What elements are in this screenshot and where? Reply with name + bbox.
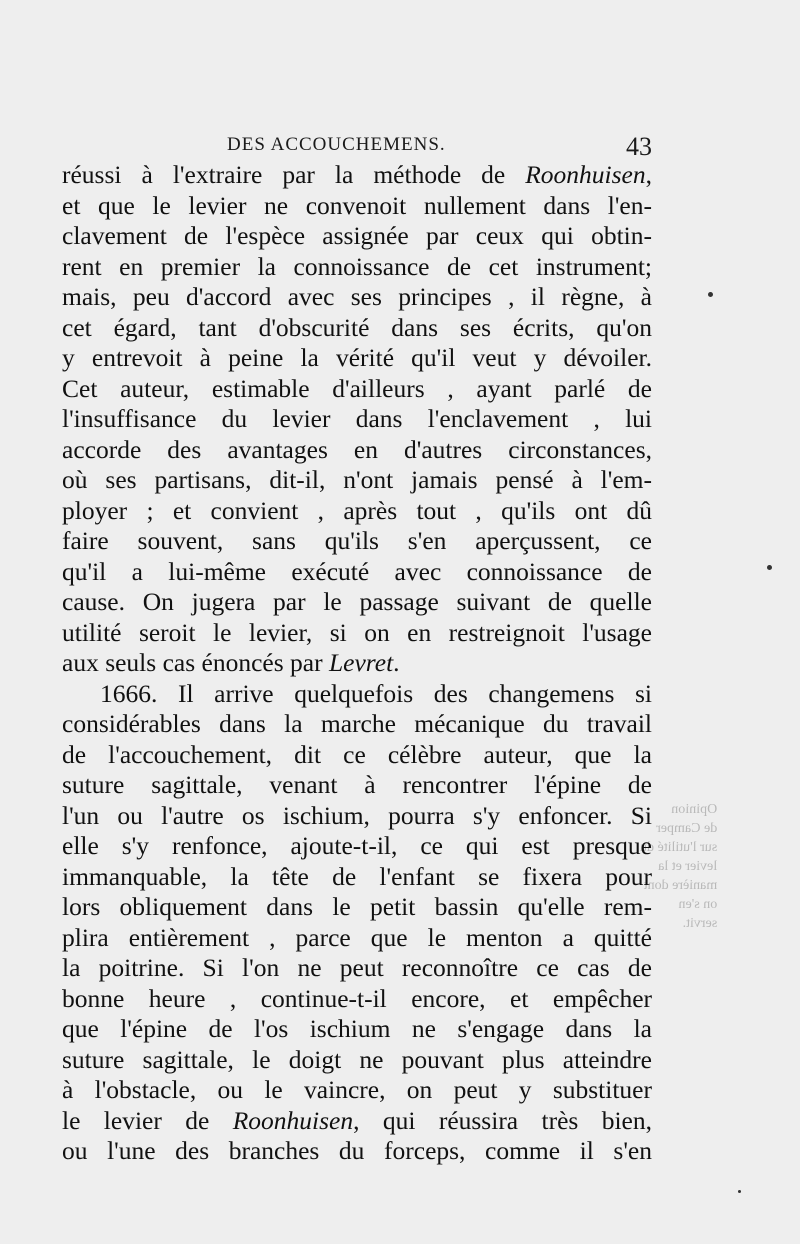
text-line: mais, peu d'accord avec ses principes , il règne, à <box>62 282 652 311</box>
text-line: immanquable, la tête de l'enfant se fixera pour <box>62 861 652 891</box>
page-number: 43 <box>626 132 652 161</box>
text-line: l'un ou l'autre os ischium, pourra s'y enfoncer. Si <box>62 800 652 830</box>
text-line: cause. On jugera par le passage suivant de quelle <box>62 587 652 616</box>
text-line: suture sagittale, le doigt ne pouvant plus atteindre <box>62 1044 652 1074</box>
text-line: aux seuls cas énoncés par Levret. <box>62 648 400 677</box>
running-head <box>62 132 652 160</box>
text-line: et que le levier ne convenoit nullement dans l'en- <box>62 190 652 220</box>
text-line: Cet auteur, estimable d'ailleurs , ayant parlé de <box>62 373 652 403</box>
text-line: à l'obstacle, ou le vaincre, on peut y substituer <box>62 1075 652 1104</box>
text-line: accorde des avantages en d'autres circonstances, <box>62 434 652 464</box>
text-line: qu'il a lui-même exécuté avec connoissance de <box>62 556 652 586</box>
paragraph-start-line: 1666. Il arrive quelquefois des changemens si <box>100 678 652 708</box>
text-line: ou l'une des branches du forceps, comme il s'en <box>62 1136 652 1165</box>
running-title: DES ACCOUCHEMENS. <box>227 134 446 155</box>
text-line: que l'épine de l'os ischium ne s'engage dans la <box>62 1014 652 1043</box>
text-line: elle s'y renfonce, ajoute-t-il, ce qui est presque <box>62 831 652 860</box>
text-line: faire souvent, sans qu'ils s'en aperçussent, ce <box>62 526 652 555</box>
text-line: plira entièrement , parce que le menton a quitté <box>62 922 652 952</box>
ink-speck <box>738 1190 741 1193</box>
text-line: clavement de l'espèce assignée par ceux qui obtin- <box>62 221 652 250</box>
text-line: considérables dans la marche mécanique du travail <box>62 709 652 738</box>
ink-speck <box>708 292 713 297</box>
text-line: où ses partisans, dit-il, n'ont jamais pensé à l'em- <box>62 465 652 494</box>
text-line: le levier de Roonhuisen, qui réussira très bien, <box>62 1105 652 1135</box>
text-line: utilité seroit le levier, si on en restreignoit l'usage <box>62 617 652 647</box>
text-line: réussi à l'extraire par la méthode de Roonhuisen, <box>62 160 652 189</box>
text-line: la poitrine. Si l'on ne peut reconnoître ce cas de <box>62 953 652 982</box>
text-line: de l'accouchement, dit ce célèbre auteur, que la <box>62 739 652 769</box>
text-line: y entrevoit à peine la vérité qu'il veut y dévoiler. <box>62 343 652 372</box>
text-line: l'insuffisance du levier dans l'enclavement , lui <box>62 404 652 433</box>
text-line: bonne heure , continue-t-il encore, et empêcher <box>62 983 652 1013</box>
text-line: ployer ; et convient , après tout , qu'ils ont dû <box>62 495 652 525</box>
text-line: suture sagittale, venant à rencontrer l'épine de <box>62 770 652 799</box>
text-line: rent en premier la connoissance de cet instrument; <box>62 251 652 281</box>
body-text <box>62 160 652 1167</box>
text-line: cet égard, tant d'obscurité dans ses écrits, qu'on <box>62 312 652 342</box>
bleed-through-margin: Opinion de Camper sur l'utilité du levier et la manière dont on s'en servit. <box>640 802 718 931</box>
ink-speck <box>767 565 772 570</box>
text-line: lors obliquement dans le petit bassin qu'elle rem- <box>62 892 652 921</box>
